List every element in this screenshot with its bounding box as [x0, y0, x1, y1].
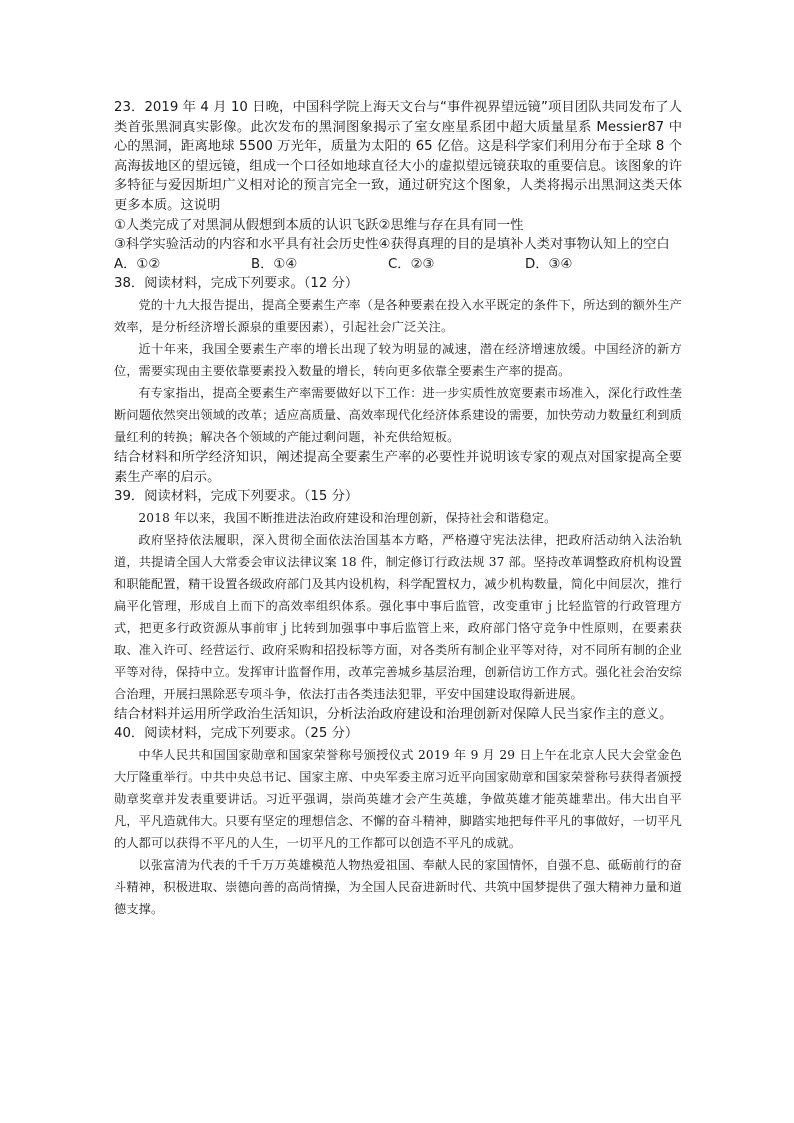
- question-39: [114, 487, 682, 724]
- question-39-heading: 39．阅读材料，完成下列要求。（15 分）: [114, 489, 359, 505]
- material-paragraph: 政府坚持依法履职，深入贯彻全面依法治国基本方略，严格遵守宪法法律，把政府活动纳入法治轨道，共提请全国人大常委会审议法律议案 18 件，制定修订行政法规 37 部。坚持改革调整政府机构设置和职能配置，精干设置各级政府部门及其内设机构，科学配置权力，减少机构数量，简化中间层次，推行扁平化管理，形成自上而下的高效率组织体系。强化事中事后监管，改变重审ｊ比轻监管的行政管理方式，把更多行政资源从事前审ｊ比转到加强事中事后监管上来，政府部门恪守竞争中性原则，在要素获取、准入许可、经营运行、政府采购和招投标等方面，对各类所有制企业平等对待，对不同所有制的企业平等对待，保持中立。发挥审计监督作用，改革完善城乡基层治理，创新信访工作方式。强化社会治安综合治理，开展扫黑除恶专项斗争，依法打击各类违法犯罪，平安中国建设取得新进展。: [114, 532, 682, 701]
- option-d[interactable]: D．③④: [525, 256, 573, 272]
- material-paragraph: 近十年来，我国全要素生产率的增长出现了较为明显的减速，潜在经济增速放缓。中国经济的新方位，需要实现由主要依靠要素投入数量的增长，转向更多依靠全要素生产率的提高。: [114, 341, 682, 378]
- question-40: [114, 724, 682, 920]
- question-40-material: [114, 744, 682, 920]
- question-23-options: [114, 255, 682, 275]
- question-38-heading: 38．阅读材料，完成下列要求。（12 分）: [114, 276, 359, 292]
- material-paragraph: 中华人民共和国国家勋章和国家荣誉称号颁授仪式 2019 年 9 月 29 日上午在北京人民大会堂金色大厅隆重举行。中共中央总书记、国家主席、中央军委主席习近平向国家勋章和国家荣誉称号获得者颁授勋章奖章并发表重要讲话。习近平强调，崇尚英雄才会产生英雄，争做英雄才能英雄辈出。伟大出自平凡，平凡造就伟大。只要有坚定的理想信念、不懈的奋斗精神，脚踏实地把每件平凡的事做好，一切平凡的人都可以获得不平凡的人生，一切平凡的工作都可以创造不平凡的成就。: [114, 747, 682, 850]
- question-23-item: ③科学实验活动的内容和水平具有社会历史性④获得真理的目的是填补人类对事物认知上的空白: [114, 237, 670, 253]
- material-paragraph: 以张富清为代表的千千万万英雄模范人物热爱祖国、奉献人民的家国情怀，自强不息、砥砺前行的奋斗精神，积极进取、崇德向善的高尚情操，为全国人民奋进新时代、共筑中国梦提供了强大精神力量和道德支撑。: [114, 857, 682, 916]
- question-23-stem: 23．2019 年 4 月 10 日晚，中国科学院上海天文台与“事件视界望远镜”项目团队共同发布了人类首张黑洞真实影像。此次发布的黑洞图象揭示了室女座星系团中超大质量星系 Messier87 中心的黑洞，距离地球 5500 万光年，质量为太阳的 65 亿倍。这是科学家们利用分布于全球 8 个高海拔地区的望远镜，组成一个口径如地球直径大小的虚拟望远镜获取的重要信息。该图象的许多特征与爱因斯坦广义相对论的预言完全一致，通过研究这个图象，人类将揭示出黑洞这类天体更多本质。这说明: [114, 100, 682, 213]
- material-paragraph: 有专家指出，提高全要素生产率需要做好以下工作：进一步实质性放宽要素市场准入，深化行政性垄断问题依然突出领域的改革；适应高质量、高效率现代化经济体系建设的需要，加快劳动力数量红利到质量红利的转换；解决各个领域的产能过剩问题，补充供给短板。: [114, 385, 682, 444]
- question-23: [114, 98, 682, 274]
- question-39-material: [114, 507, 682, 705]
- question-40-heading: 40．阅读材料，完成下列要求。（25 分）: [114, 726, 359, 742]
- question-38-task: 结合材料和所学经济知识，阐述提高全要素生产率的必要性并说明该专家的观点对国家提高全要素生产率的启示。: [114, 449, 682, 485]
- material-paragraph: 党的十九大报告提出，提高全要素生产率（是各种要素在投入水平既定的条件下，所达到的额外生产效率，是分析经济增长源泉的重要因素），引起社会广泛关注。: [114, 297, 682, 334]
- option-a[interactable]: A．①②: [114, 256, 161, 272]
- question-38-material: [114, 294, 682, 448]
- question-39-task: 结合材料并运用所学政治生活知识，分析法治政府建设和治理创新对保障人民当家作主的意义。: [114, 706, 673, 722]
- material-paragraph: 2018 年以来，我国不断推进法治政府建设和治理创新，保持社会和谐稳定。: [138, 510, 557, 525]
- question-23-item: ①人类完成了对黑洞从假想到本质的认识飞跃②思维与存在具有同一性: [114, 217, 524, 233]
- option-b[interactable]: B．①④: [251, 256, 298, 272]
- question-38: [114, 274, 682, 487]
- exam-page: [114, 98, 682, 920]
- option-c[interactable]: C．②③: [388, 256, 435, 272]
